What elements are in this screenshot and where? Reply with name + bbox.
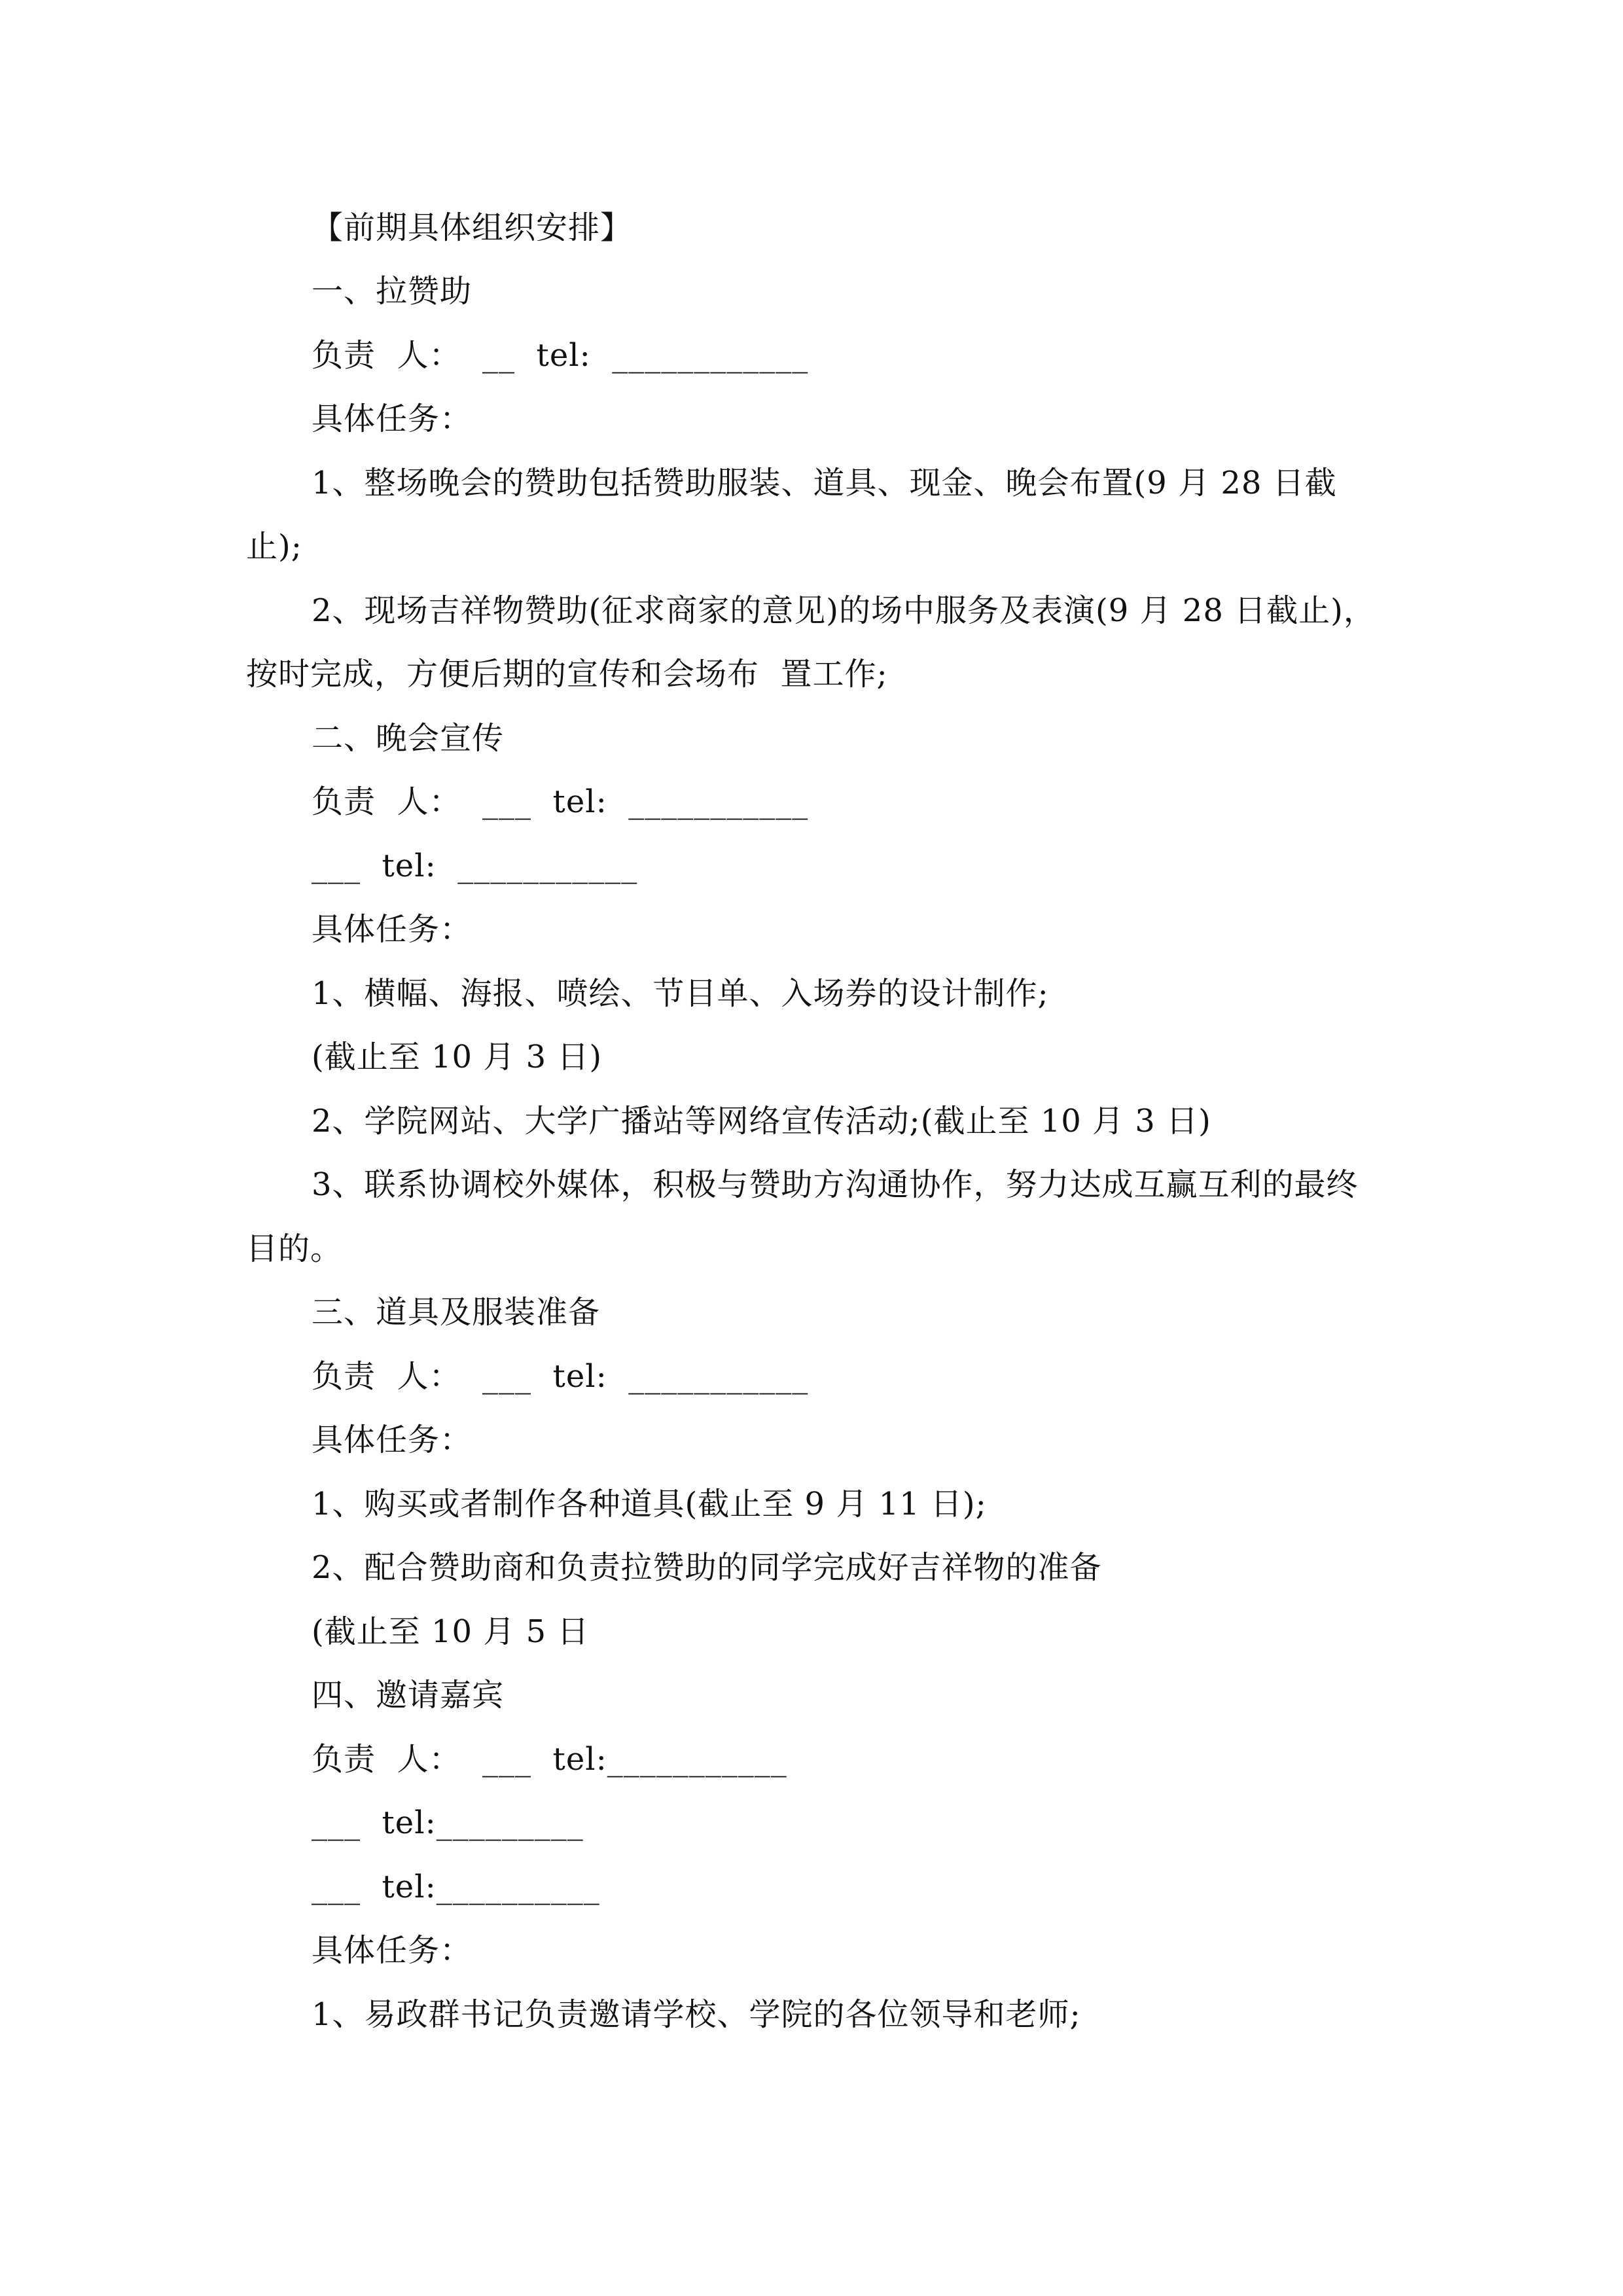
contact-line: ___ tel:_________ [312, 1804, 584, 1841]
contact-line: 负责 人： ___ tel:___________ [312, 1741, 787, 1778]
task-line: 1、横幅、海报、喷绘、节目单、入场券的设计制作; [312, 975, 1049, 1012]
task-line: 2、配合赞助商和负责拉赞助的同学完成好吉祥物的准备 [312, 1549, 1102, 1586]
section-heading: 【前期具体组织安排】 [312, 209, 633, 246]
contact-line: 负责 人： __ tel: ____________ [312, 337, 809, 374]
item-heading-guests: 四、邀请嘉宾 [312, 1677, 505, 1713]
contact-line: ___ tel: ___________ [312, 848, 638, 884]
task-line: 2、现场吉祥物赞助(征求商家的意见)的场中服务及表演(9 月 28 日截止)， [312, 592, 1376, 629]
tasks-label: 具体任务： [312, 401, 473, 437]
task-line-continued: 止); [246, 528, 302, 565]
tasks-label: 具体任务： [312, 911, 473, 948]
item-heading-promotion: 二、晚会宣传 [312, 720, 505, 757]
task-line: 3、联系协调校外媒体，积极与赞助方沟通协作，努力达成互赢互利的最终 [312, 1166, 1359, 1203]
task-line: (截止至 10 月 3 日) [312, 1039, 603, 1075]
item-heading-props: 三、道具及服装准备 [312, 1294, 601, 1331]
task-line-continued: 目的。 [246, 1230, 343, 1267]
task-line: 1、购买或者制作各种道具(截止至 9 月 11 日); [312, 1486, 987, 1522]
task-line: 1、整场晚会的赞助包括赞助服装、道具、现金、晚会布置(9 月 28 日截 [312, 465, 1337, 501]
task-line: 2、学院网站、大学广播站等网络宣传活动;(截止至 10 月 3 日) [312, 1103, 1211, 1139]
task-line-continued: 按时完成，方便后期的宣传和会场布 置工作; [246, 656, 888, 692]
contact-line: 负责 人： ___ tel: ___________ [312, 783, 809, 820]
tasks-label: 具体任务： [312, 1932, 473, 1969]
tasks-label: 具体任务： [312, 1422, 473, 1458]
contact-line: ___ tel:__________ [312, 1869, 600, 1905]
item-heading-sponsorship: 一、拉赞助 [312, 273, 473, 310]
task-line: 1、易政群书记负责邀请学校、学院的各位领导和老师; [312, 1996, 1081, 2033]
contact-line: 负责 人： ___ tel: ___________ [312, 1358, 809, 1395]
task-line: (截止至 10 月 5 日 [312, 1613, 590, 1650]
